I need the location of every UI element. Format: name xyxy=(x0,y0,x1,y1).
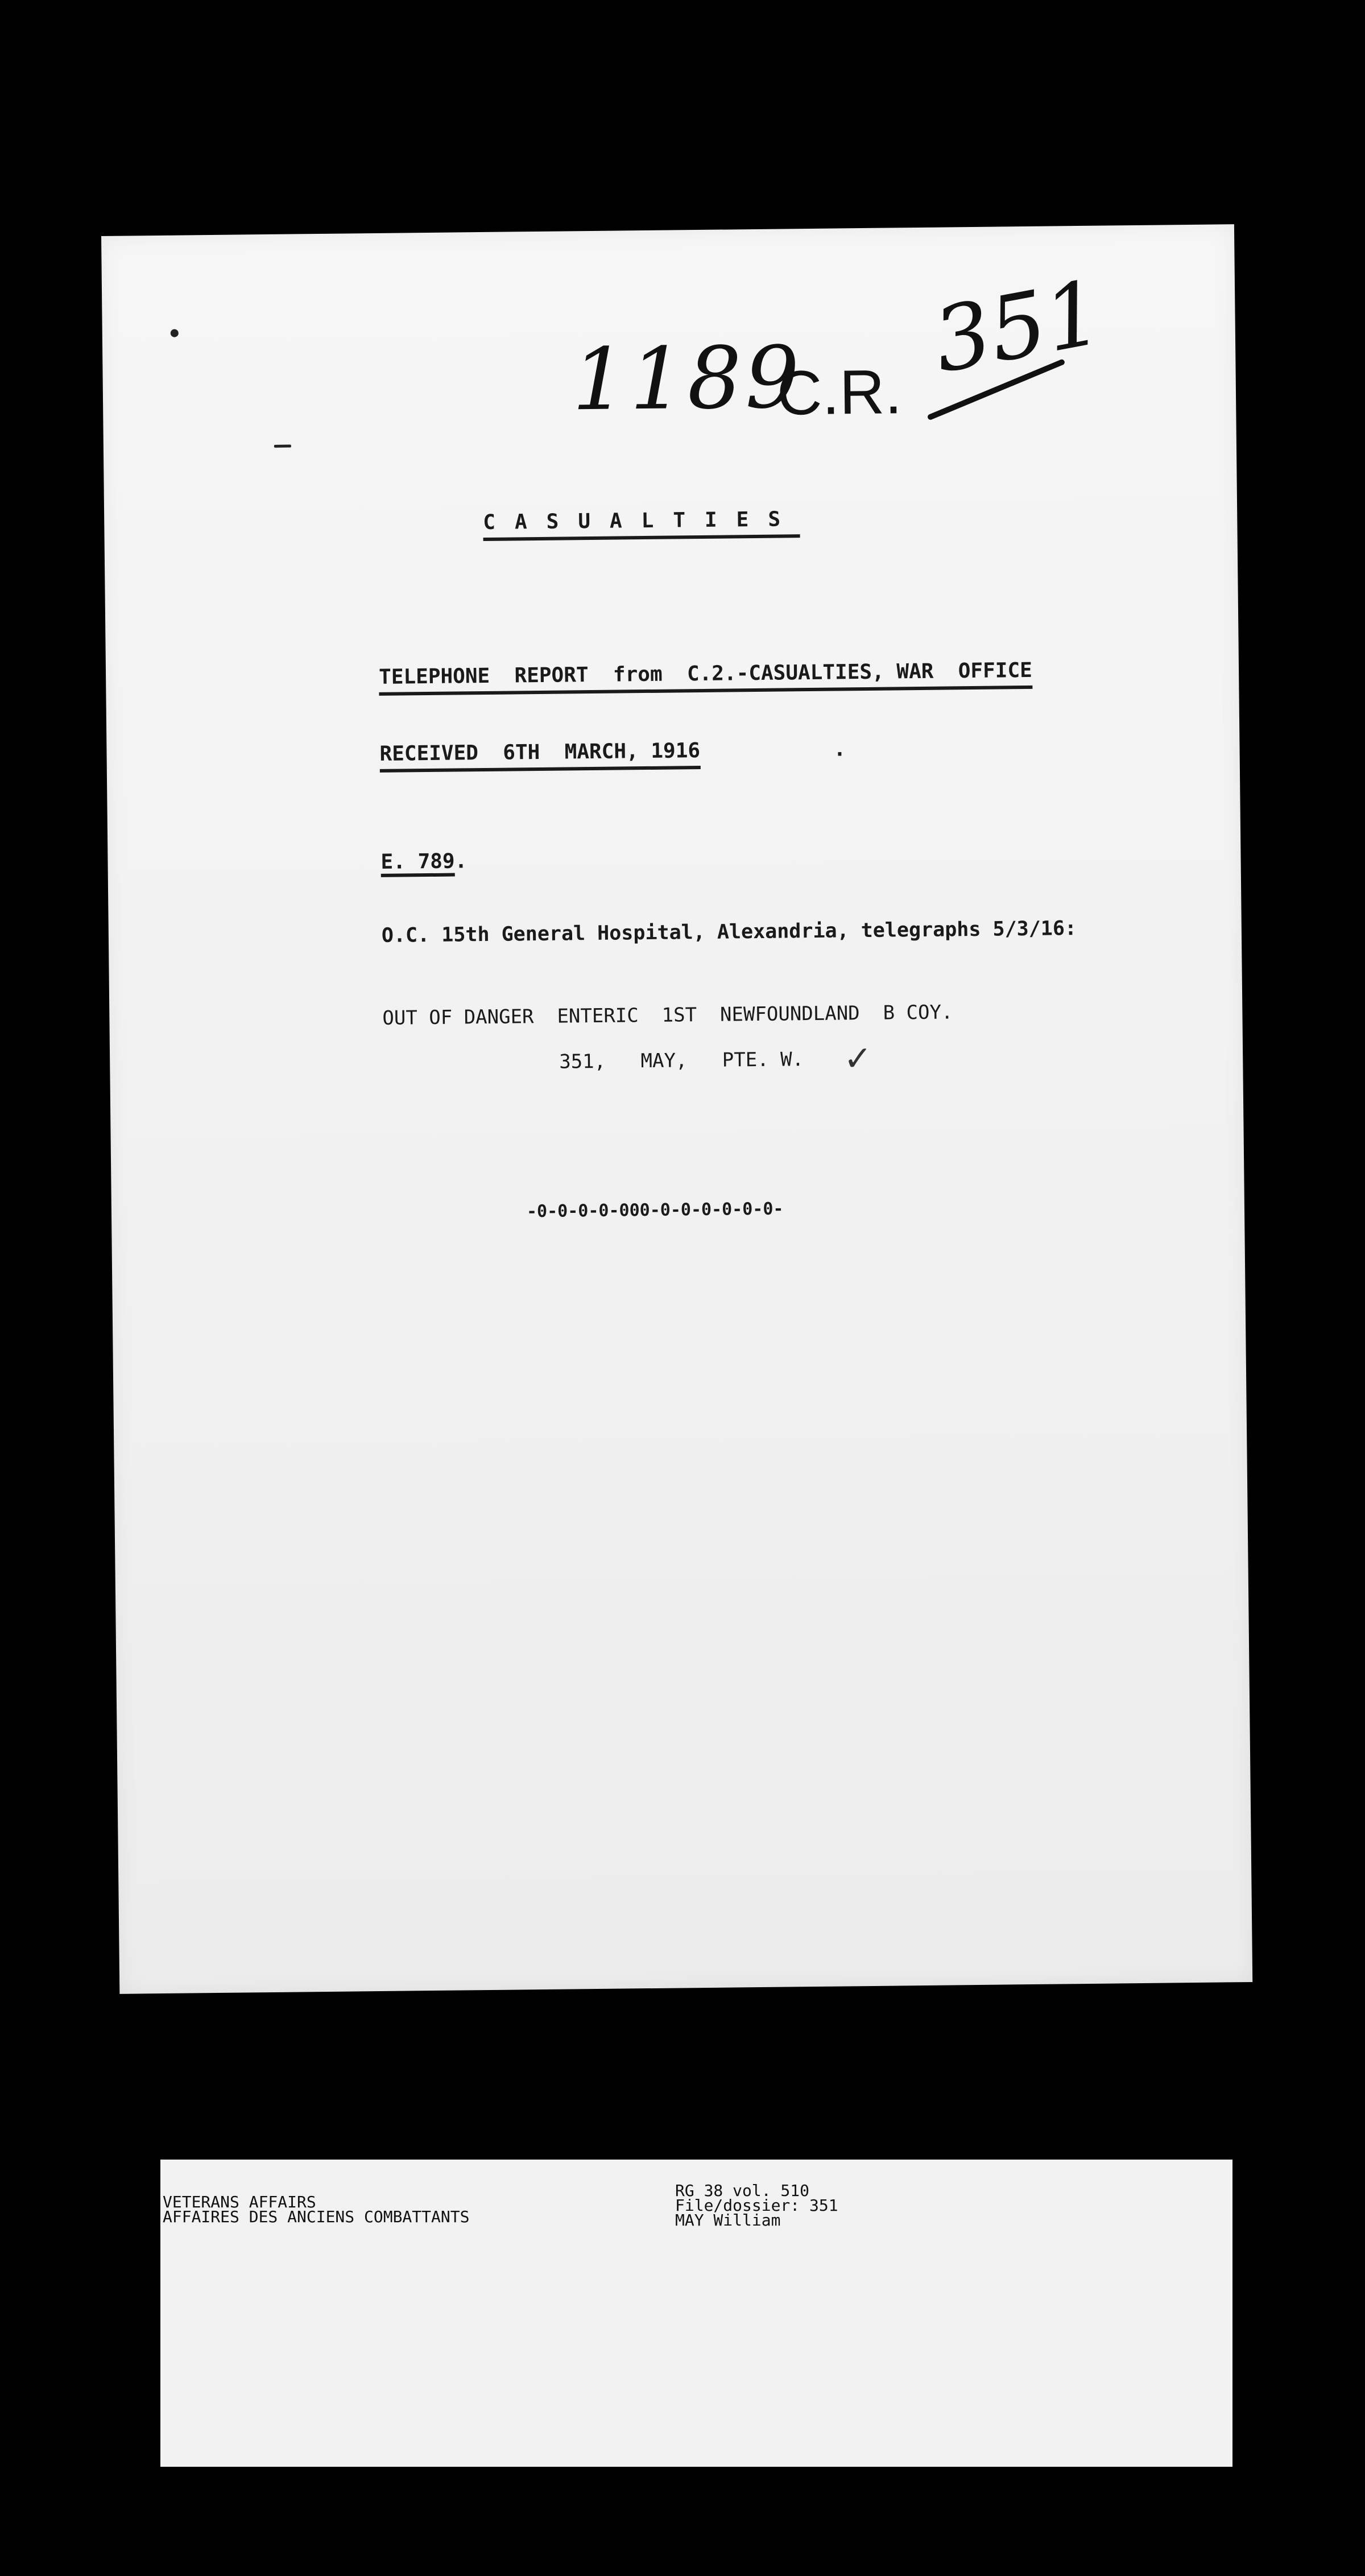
reference-period: . xyxy=(454,849,468,873)
handwritten-file-number: 351 xyxy=(925,261,1110,393)
reference-number: E. 789 xyxy=(380,850,455,877)
received-date-line xyxy=(379,739,700,773)
label-reference xyxy=(675,2183,838,2228)
archive-label-card xyxy=(160,2160,1232,2467)
checkmark-icon: ✓ xyxy=(843,1038,872,1079)
label-agency-french: AFFAIRES DES ANCIENS COMBATTANTS xyxy=(163,2207,470,2226)
telegraph-line: O.C. 15th General Hospital, Alexandria, telegraphs 5/3/16: xyxy=(381,917,1077,947)
report-soldier-line: 351, MAY, PTE. W. xyxy=(559,1048,804,1074)
paper-speck xyxy=(274,445,291,448)
telephone-report-line: TELEPHONE REPORT from C.2.-CASUALTIES, WAR OFFICE xyxy=(379,659,1032,696)
section-divider: -0-0-0-0-000-0-0-0-0-0-0- xyxy=(526,1199,784,1222)
label-soldier-name: MAY William xyxy=(675,2211,781,2230)
handwritten-cr-label: C.R. xyxy=(776,357,903,428)
label-agency xyxy=(163,2195,469,2224)
document-page xyxy=(101,224,1252,1994)
reference-line xyxy=(380,849,467,874)
label-record-group: RG 38 vol. 510 xyxy=(675,2181,810,2200)
paper-speck xyxy=(171,329,179,337)
report-status-line: OUT OF DANGER ENTERIC 1ST NEWFOUNDLAND B COY. xyxy=(382,1001,953,1030)
handwritten-record-number: 1189 xyxy=(571,328,804,430)
received-date-period: . xyxy=(833,737,846,761)
label-agency-english: VETERANS AFFAIRS xyxy=(163,2193,316,2211)
received-date-text: RECEIVED 6TH MARCH, 1916 xyxy=(379,739,701,766)
label-file-dossier: File/dossier: 351 xyxy=(675,2196,838,2215)
casualties-heading: CASUALTIES xyxy=(483,507,800,541)
